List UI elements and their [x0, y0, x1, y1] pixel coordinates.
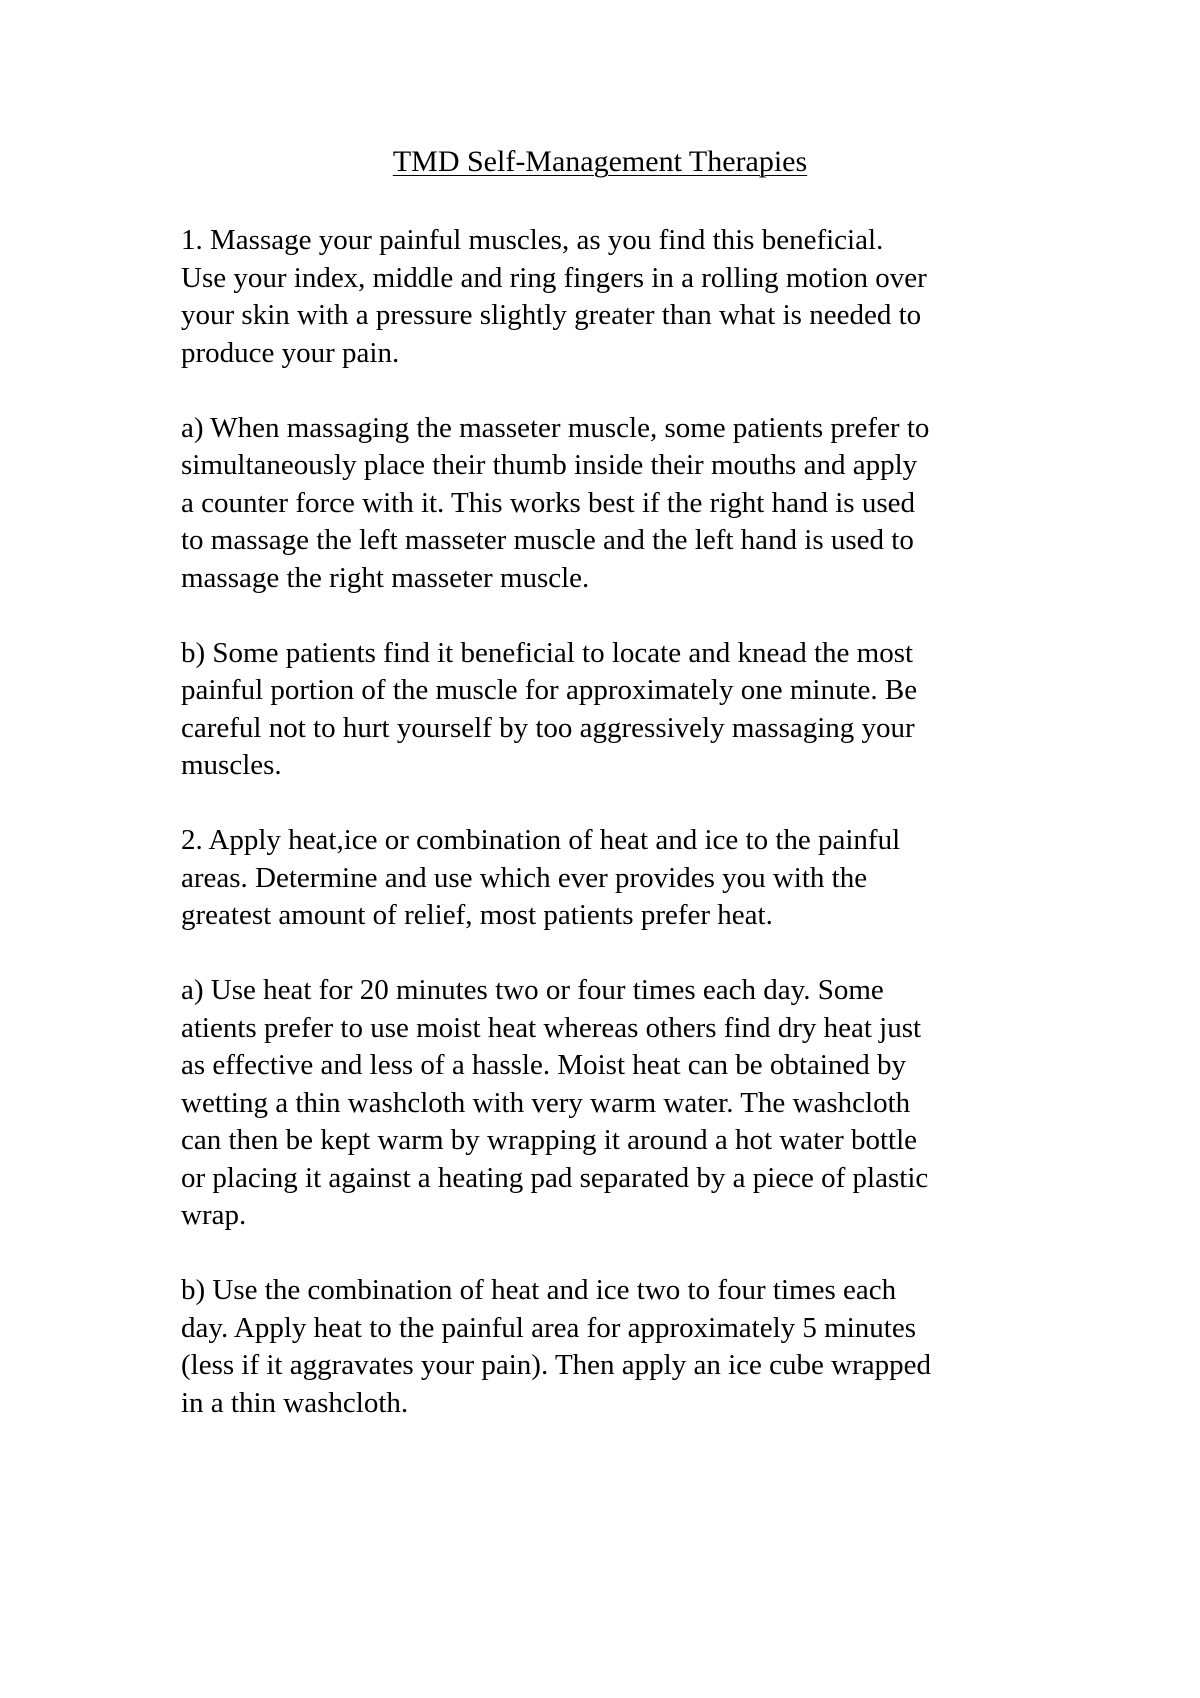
- paragraph-massage-masseter: a) When massaging the masseter muscle, some patients prefer to simultaneously place their thumb inside their mouths and apply a counter force with it. This works best if the right hand is used to massage the left masseter muscle and the left hand is used to massage the right masseter muscle.: [181, 411, 930, 594]
- paragraph-massage-intro: 1. Massage your painful muscles, as you find this beneficial. Use your index, middle and ring fingers in a rolling motion over your skin with a pressure slightly greater than what is needed to produce your pain.: [181, 224, 927, 369]
- document-title: TMD Self-Management Therapies: [392, 145, 808, 178]
- paragraph-heat-usage: a) Use heat for 20 minutes two or four times each day. Some atients prefer to use moist heat whereas others find dry heat just as effective and less of a hassle. Moist heat can be obtained by wetting a thin washcloth with very warm water. The washcloth can then be kept warm by wrapping it around a hot water bottle or placing it against a heating pad separated by a piece of plastic wrap.: [181, 974, 929, 1231]
- paragraph-massage-knead: b) Some patients find it beneficial to locate and knead the most painful portion of the muscle for approximately one minute. Be careful not to hurt yourself by too aggressively massaging your muscles.: [181, 636, 918, 781]
- paragraph-heat-ice-combination: b) Use the combination of heat and ice two to four times each day. Apply heat to the painful area for approximately 5 minutes (less if it aggravates your pain). Then apply an ice cube wrapped in a thin washcloth.: [181, 1274, 931, 1419]
- document-body: [181, 222, 1041, 1460]
- paragraph-heat-ice-intro: 2. Apply heat,ice or combination of heat and ice to the painful areas. Determine and use which ever provides you with the greatest amount of relief, most patients prefer heat.: [181, 824, 901, 931]
